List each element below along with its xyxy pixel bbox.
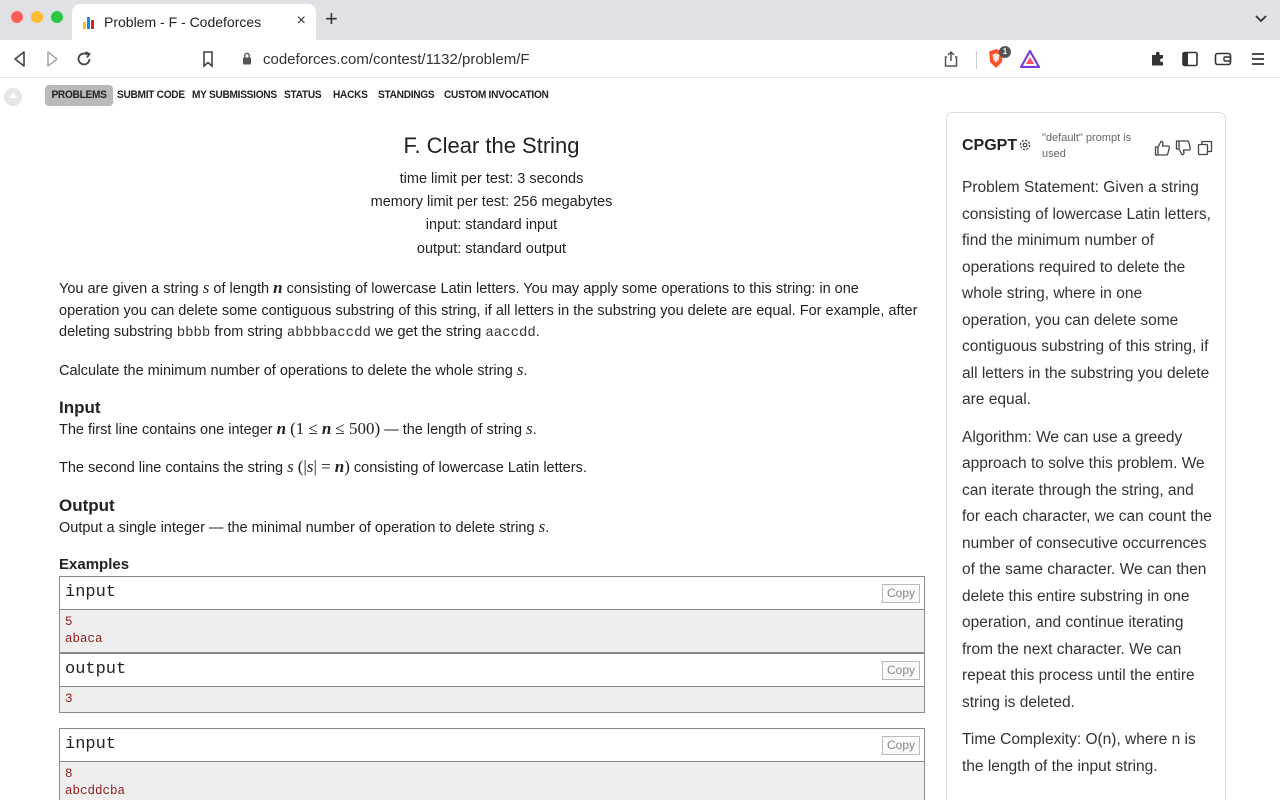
cpgpt-panel bbox=[946, 112, 1226, 800]
response-paragraph: Algorithm: We can use a greedy approach to solve this problem. We can iterate through the string, and for each character, we can count the number of consecutive occurrences of the same character. We can then delete this entire substring in one operation, and continue iterating from the next character. We can repeat this process until the entire string is deleted. bbox=[962, 428, 1212, 711]
gear-icon[interactable] bbox=[1018, 138, 1032, 152]
response-paragraph: Problem Statement: Given a string consisting of lowercase Latin letters, find the minimum number of operations required to delete the whole string, where in one operation, you can delete some contiguous substring of this string, if all letters in the substring you delete are equal. bbox=[962, 179, 1211, 408]
prompt-note: "default" prompt is used bbox=[1042, 132, 1132, 160]
codeforces-favicon-icon bbox=[83, 15, 97, 29]
example-1-input bbox=[59, 576, 925, 653]
bookmark-icon[interactable] bbox=[198, 49, 218, 69]
nav-standings[interactable]: STANDINGS bbox=[378, 89, 435, 101]
problem-legend: You are given a string s of length n consisting of lowercase Latin letters. You may apply some operations to this string: in one operation you can delete some contiguous substring of this string, if all letters in the substring you delete are equal. For example, after deleting substring bbbb from string abbbbaccdd we get the string aaccdd. bbox=[59, 278, 918, 341]
share-icon[interactable] bbox=[943, 50, 959, 68]
example-input-header bbox=[60, 577, 924, 610]
example-line: 5 bbox=[65, 615, 73, 629]
extensions-puzzle-icon[interactable] bbox=[1148, 49, 1168, 69]
example-line: abaca bbox=[65, 632, 103, 646]
input-label: input bbox=[65, 583, 117, 602]
tab-close-icon[interactable]: × bbox=[296, 12, 306, 29]
examples-heading: Examples bbox=[59, 556, 130, 573]
memory-limit: memory limit per test: 256 megabytes bbox=[370, 194, 613, 210]
time-limit: time limit per test: 3 seconds bbox=[399, 171, 584, 187]
scroll-top-icon[interactable] bbox=[4, 88, 22, 106]
copy-button[interactable]: Copy bbox=[882, 736, 920, 755]
output-file: output: standard output bbox=[416, 241, 567, 257]
example-input-data bbox=[60, 762, 924, 800]
thumbs-down-icon[interactable] bbox=[1175, 140, 1192, 156]
cpgpt-title: CPGPT bbox=[962, 137, 1018, 154]
example-output-data bbox=[60, 687, 924, 712]
chevron-down-icon[interactable] bbox=[1254, 12, 1268, 26]
input-spec-line-2: The second line contains the string s (|s| = n) consisting of lowercase Latin letters. bbox=[59, 457, 587, 476]
input-file: input: standard input bbox=[425, 217, 558, 233]
sidebar-icon[interactable] bbox=[1180, 49, 1200, 69]
example-output-header bbox=[60, 654, 924, 687]
problem-title: F. Clear the String bbox=[403, 133, 580, 158]
url-text: codeforces.com/contest/1132/problem/F bbox=[263, 51, 530, 68]
active-tab[interactable] bbox=[72, 4, 316, 40]
nav-submit-code[interactable]: SUBMIT CODE bbox=[117, 89, 185, 101]
nav-hacks[interactable]: HACKS bbox=[333, 89, 368, 101]
output-spec: Output a single integer — the minimal number of operation to delete string s. bbox=[59, 517, 550, 536]
back-icon[interactable] bbox=[10, 49, 30, 69]
tab-title: Problem - F - Codeforces bbox=[104, 14, 262, 30]
nav-my-submissions[interactable]: MY SUBMISSIONS bbox=[192, 89, 277, 101]
input-label: input bbox=[65, 735, 117, 754]
example-1-output bbox=[59, 653, 925, 713]
output-heading: Output bbox=[59, 496, 115, 515]
browser-tab-bar bbox=[0, 0, 1280, 40]
nav-problems[interactable]: PROBLEMS bbox=[45, 85, 113, 106]
output-label: output bbox=[65, 660, 127, 679]
thumbs-up-icon[interactable] bbox=[1154, 140, 1171, 156]
brave-shields-icon[interactable] bbox=[986, 48, 1008, 70]
input-heading: Input bbox=[59, 398, 101, 417]
example-2-input bbox=[59, 728, 925, 800]
example-input-header bbox=[60, 729, 924, 762]
cpgpt-actions bbox=[1154, 140, 1213, 161]
wallet-icon[interactable] bbox=[1213, 49, 1233, 69]
window-minimize-button[interactable] bbox=[31, 11, 43, 23]
address-bar[interactable] bbox=[228, 45, 1048, 74]
new-tab-button[interactable]: + bbox=[325, 6, 338, 31]
problem-nav-menu bbox=[0, 82, 940, 108]
menu-icon[interactable] bbox=[1248, 49, 1268, 69]
toolbar-divider bbox=[976, 51, 977, 69]
copy-button[interactable]: Copy bbox=[882, 661, 920, 680]
copy-icon[interactable] bbox=[1197, 140, 1213, 156]
problem-task: Calculate the minimum number of operations to delete the whole string s. bbox=[59, 360, 528, 379]
shields-count-badge: 1 bbox=[999, 46, 1011, 58]
reload-icon[interactable] bbox=[74, 49, 94, 69]
input-spec-line-1: The first line contains one integer n (1 ≤ n ≤ 500) — the length of string s. bbox=[59, 419, 537, 438]
nav-custom-invocation[interactable]: CUSTOM INVOCATION bbox=[444, 89, 549, 101]
nav-status[interactable]: STATUS bbox=[284, 89, 322, 101]
browser-toolbar bbox=[0, 40, 1280, 78]
copy-button[interactable]: Copy bbox=[882, 584, 920, 603]
example-input-data bbox=[60, 610, 924, 652]
brave-rewards-icon[interactable] bbox=[1020, 50, 1040, 68]
example-line: 8 bbox=[65, 767, 73, 781]
lock-icon bbox=[242, 52, 252, 65]
forward-icon[interactable] bbox=[42, 49, 62, 69]
window-close-button[interactable] bbox=[11, 11, 23, 23]
window-zoom-button[interactable] bbox=[51, 11, 63, 23]
example-line: abcddcba bbox=[65, 784, 126, 798]
example-line: 3 bbox=[65, 692, 73, 706]
response-paragraph: Time Complexity: O(n), where n is the length of the input string. bbox=[962, 731, 1196, 775]
cpgpt-response bbox=[962, 175, 1214, 791]
